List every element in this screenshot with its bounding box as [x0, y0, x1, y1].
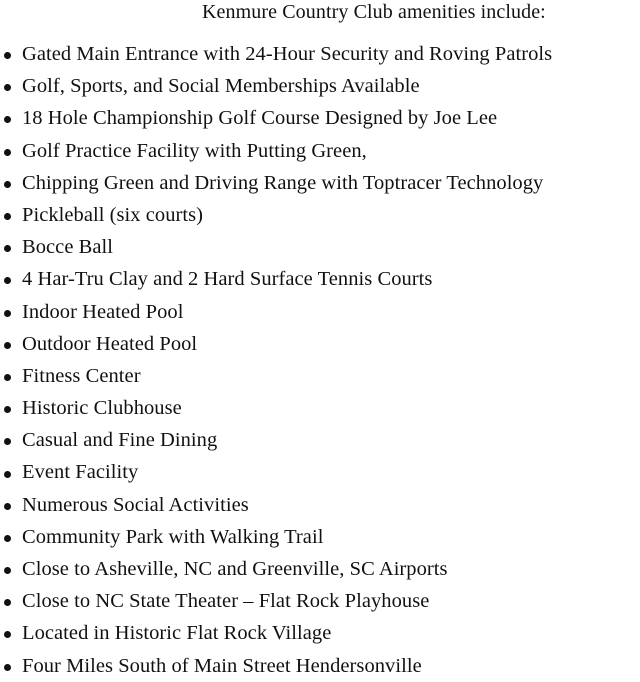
list-item	[0, 135, 640, 167]
list-item	[0, 231, 640, 263]
bullet-icon	[4, 631, 11, 638]
list-item	[0, 296, 640, 328]
amenity-label: Community Park with Walking Trail	[22, 525, 324, 548]
amenity-label: Close to NC State Theater – Flat Rock Playhouse	[22, 590, 430, 613]
bullet-icon	[4, 84, 11, 91]
amenity-label: 4 Har-Tru Clay and 2 Hard Surface Tennis Courts	[22, 268, 433, 291]
list-item	[0, 167, 640, 199]
bullet-icon	[4, 471, 11, 478]
list-item	[0, 456, 640, 488]
list-item	[0, 38, 640, 70]
bullet-icon	[4, 181, 11, 188]
amenity-label: Four Miles South of Main Street Hendersonville	[22, 654, 422, 677]
list-item	[0, 553, 640, 585]
bullet-icon	[4, 277, 11, 284]
bullet-icon	[4, 567, 11, 574]
bullet-icon	[4, 599, 11, 606]
list-item	[0, 617, 640, 649]
amenity-label: Pickleball (six courts)	[22, 203, 204, 226]
list-item	[0, 102, 640, 134]
amenity-label: Fitness Center	[22, 364, 141, 387]
bullet-icon	[4, 310, 11, 317]
bullet-icon	[4, 342, 11, 349]
bullet-icon	[4, 213, 11, 220]
bullet-icon	[4, 116, 11, 123]
bullet-icon	[4, 149, 11, 156]
amenity-label: Bocce Ball	[22, 236, 114, 259]
amenity-label: Event Facility	[22, 461, 139, 484]
list-item	[0, 392, 640, 424]
list-item	[0, 521, 640, 553]
amenity-label: 18 Hole Championship Golf Course Designed by Joe Lee	[22, 107, 498, 130]
list-item	[0, 650, 640, 682]
bullet-icon	[4, 52, 11, 59]
amenity-label: Outdoor Heated Pool	[22, 332, 198, 355]
list-item	[0, 489, 640, 521]
list-item	[0, 263, 640, 295]
amenity-label: Golf Practice Facility with Putting Green,	[22, 139, 367, 162]
list-item	[0, 70, 640, 102]
amenity-label: Chipping Green and Driving Range with Toptracer Technology	[22, 171, 544, 194]
bullet-icon	[4, 535, 11, 542]
bullet-icon	[4, 245, 11, 252]
amenity-label: Gated Main Entrance with 24-Hour Security and Roving Patrols	[22, 43, 553, 65]
bullet-icon	[4, 664, 11, 671]
amenity-label: Golf, Sports, and Social Memberships Available	[22, 75, 420, 98]
amenity-label: Historic Clubhouse	[22, 397, 182, 420]
amenity-label: Close to Asheville, NC and Greenville, SC Airports	[22, 558, 448, 580]
amenity-label: Located in Historic Flat Rock Village	[22, 622, 332, 645]
bullet-icon	[4, 406, 11, 413]
list-item	[0, 328, 640, 360]
amenity-label: Numerous Social Activities	[22, 493, 249, 516]
list-item	[0, 199, 640, 231]
amenity-label: Casual and Fine Dining	[22, 429, 218, 452]
bullet-icon	[4, 374, 11, 381]
bullet-icon	[4, 438, 11, 445]
amenity-label: Indoor Heated Pool	[22, 300, 184, 323]
list-item	[0, 585, 640, 617]
page-title: Kenmure Country Club amenities include:	[202, 1, 546, 23]
list-item	[0, 360, 640, 392]
bullet-icon	[4, 503, 11, 510]
amenities-list	[0, 38, 640, 682]
list-item	[0, 424, 640, 456]
